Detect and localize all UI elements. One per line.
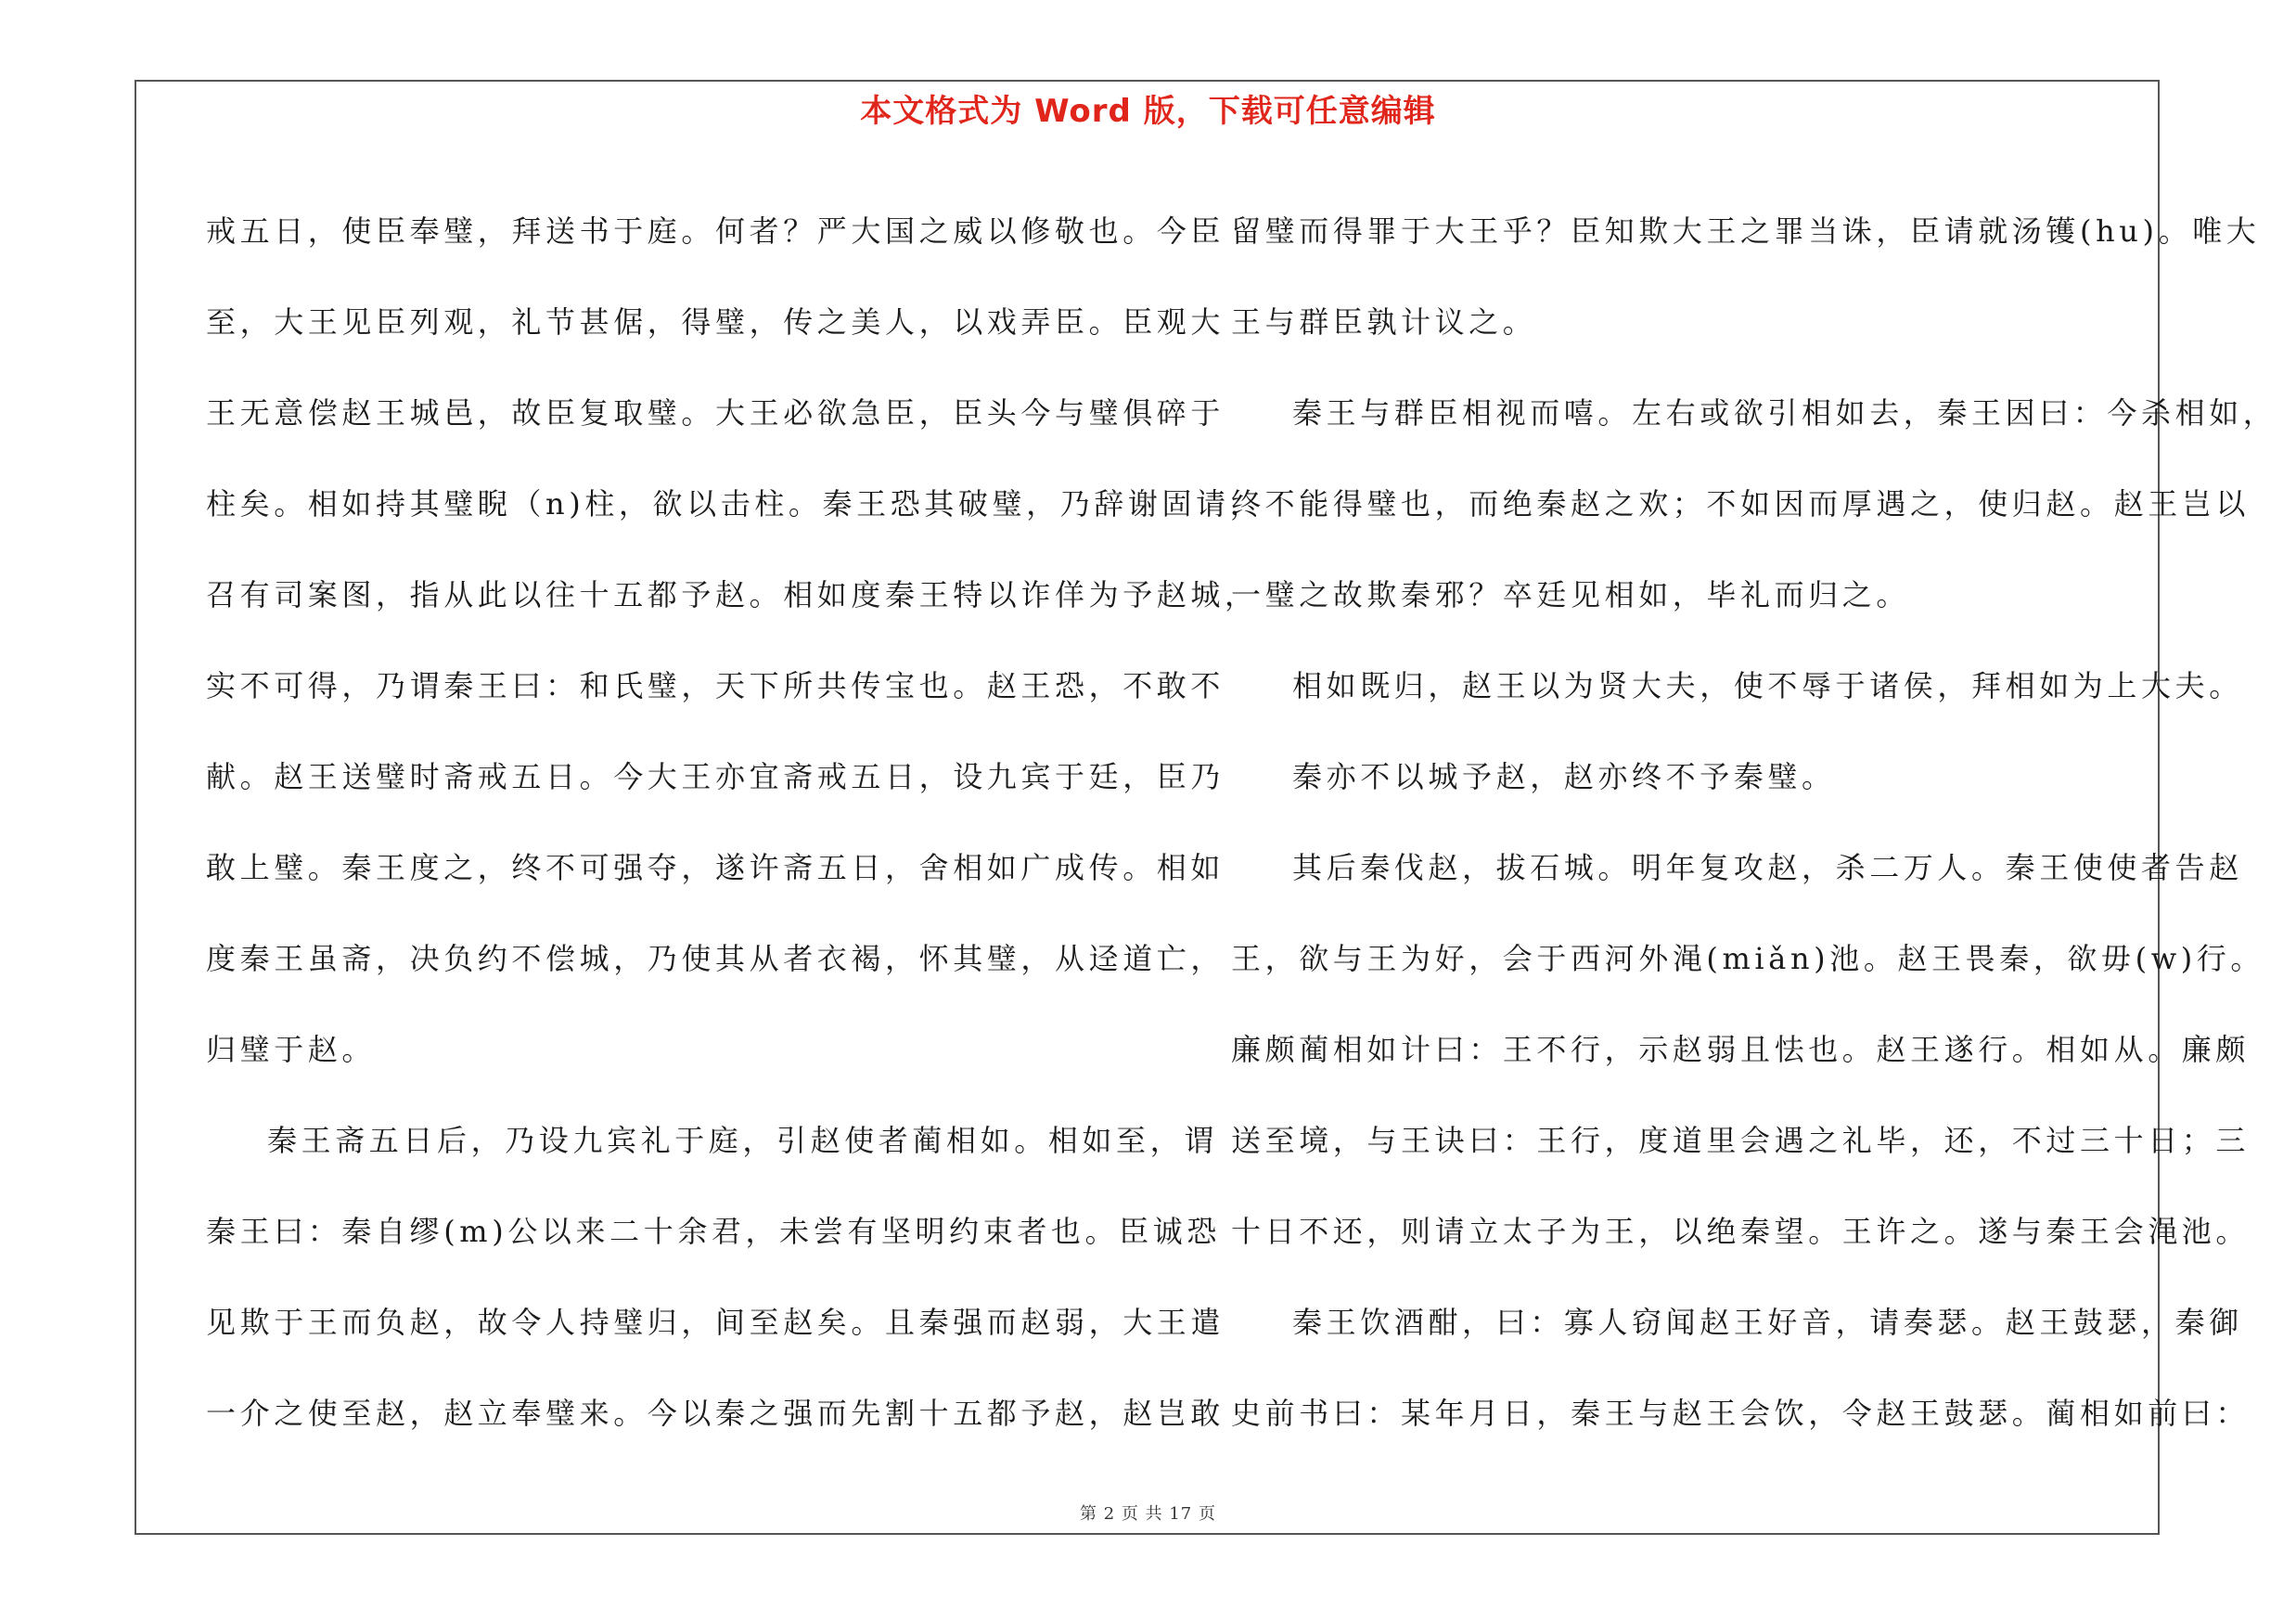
text-line: 召有司案图，指从此以往十五都予赵。相如度秦王特以诈佯为予赵城， [206,577,1259,612]
text-line: 至，大王见臣列观，礼节甚倨，得璧，传之美人，以戏弄臣。臣观大 [206,304,1225,340]
text-line: 戒五日，使臣奉璧，拜送书于庭。何者？严大国之威以修敬也。今臣 [206,213,1225,249]
text-line: 秦王饮酒酣，曰：寡人窃闻赵王好音，请奏瑟。赵王鼓瑟，秦御 [1292,1305,2243,1340]
text-line: 王，欲与王为好，会于西河外渑(miǎn)池。赵王畏秦，欲毋(w)行。 [1231,941,2264,976]
left-text-column [206,186,1264,1459]
text-line: 送至境，与王诀曰：王行，度道里会遇之礼毕，还，不过三十日；三 [1231,1123,2251,1158]
text-line: 秦王与群臣相视而嘻。左右或欲引相如去，秦王因曰：今杀相如， [1292,395,2277,431]
text-line: 一介之使至赵，赵立奉璧来。今以秦之强而先割十五都予赵，赵岂敢 [206,1396,1225,1431]
text-line: 敢上璧。秦王度之，终不可强夺，遂许斋五日，舍相如广成传。相如 [206,850,1225,885]
text-line: 献。赵王送璧时斋戒五日。今大王亦宜斋戒五日，设九宾于廷，臣乃 [206,759,1225,794]
text-line: 秦王曰：秦自缪(m)公以来二十余君，未尝有坚明约束者也。臣诚恐 [206,1214,1221,1249]
document-header-title: 本文格式为 Word 版，下载可任意编辑 [860,93,1436,130]
text-line: 秦王斋五日后，乃设九宾礼于庭，引赵使者蔺相如。相如至，谓 [267,1123,1218,1158]
text-line: 一璧之故欺秦邪？卒廷见相如，毕礼而归之。 [1231,577,1911,612]
text-line: 见欺于王而负赵，故令人持璧归，间至赵矣。且秦强而赵弱，大王遣 [206,1305,1225,1340]
text-line: 王与群臣孰计议之。 [1231,304,1537,340]
text-line: 留璧而得罪于大王乎？臣知欺大王之罪当诛，臣请就汤镬(hu)。唯大 [1231,213,2261,249]
right-text-column [1231,186,2277,1459]
text-line: 廉颇蔺相如计曰：王不行，示赵弱且怯也。赵王遂行。相如从。廉颇 [1231,1032,2251,1067]
text-line: 实不可得，乃谓秦王曰：和氏璧，天下所共传宝也。赵王恐，不敢不 [206,668,1225,703]
text-line: 归璧于赵。 [206,1032,377,1067]
text-line: 秦亦不以城予赵，赵亦终不予秦璧。 [1292,759,1836,794]
text-line: 十日不还，则请立太子为王，以绝秦望。王许之。遂与秦王会渑池。 [1231,1214,2251,1249]
text-line: 柱矣。相如持其璧睨（n)柱，欲以击柱。秦王恐其破璧，乃辞谢固请， [206,486,1264,522]
text-line: 终不能得璧也，而绝秦赵之欢；不如因而厚遇之，使归赵。赵王岂以 [1231,486,2251,522]
text-line: 相如既归，赵王以为贤大夫，使不辱于诸侯，拜相如为上大夫。 [1292,668,2243,703]
text-line: 王无意偿赵王城邑，故臣复取璧。大王必欲急臣，臣头今与璧俱碎于 [206,395,1225,431]
text-line: 其后秦伐赵，拔石城。明年复攻赵，杀二万人。秦王使使者告赵 [1292,850,2243,885]
text-line: 度秦王虽斋，决负约不偿城，乃使其从者衣褐，怀其璧，从迳道亡， [206,941,1225,976]
page-number-footer: 第 2 页 共 17 页 [1080,1504,1216,1524]
text-line: 史前书曰：某年月日，秦王与赵王会饮，令赵王鼓瑟。蔺相如前曰： [1231,1396,2251,1431]
